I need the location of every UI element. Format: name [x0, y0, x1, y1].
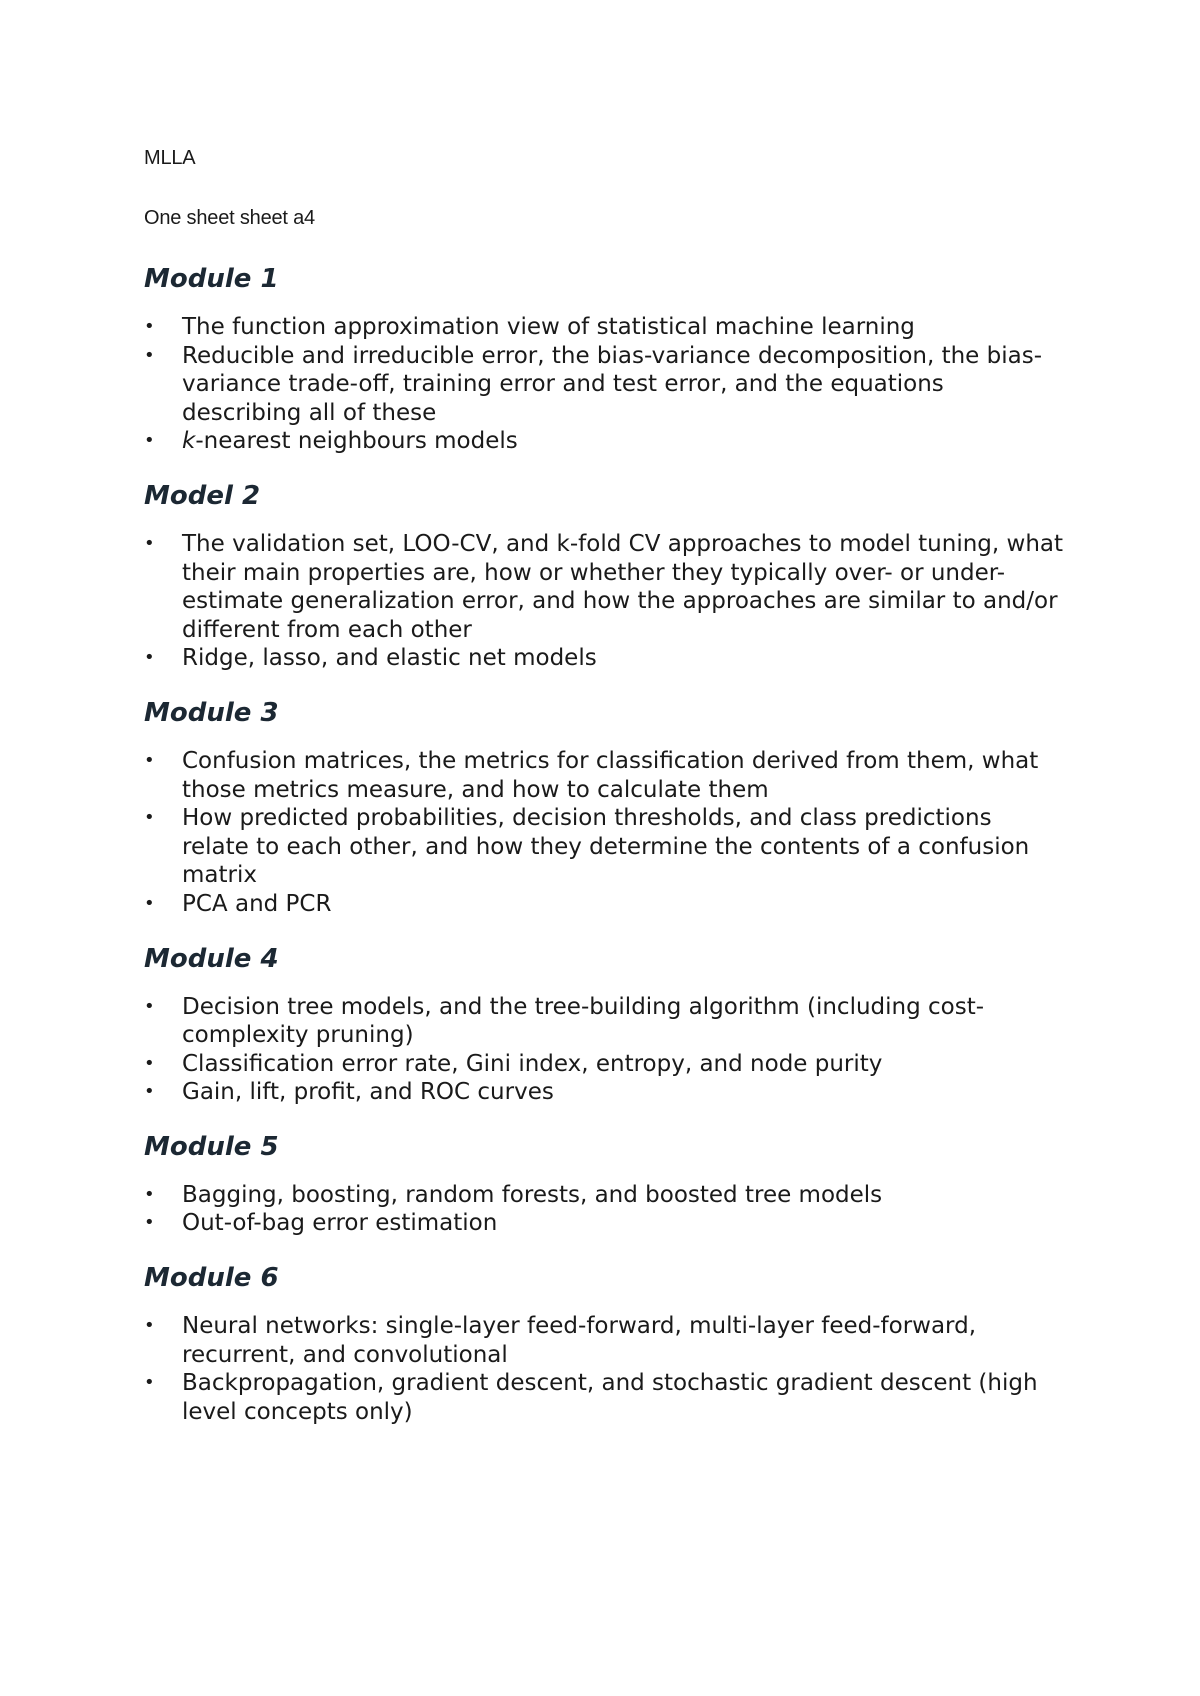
bullet-item	[144, 1078, 1064, 1107]
bullet-item	[144, 644, 1064, 673]
bullet-item	[144, 1312, 1064, 1369]
bullet-text: The validation set, LOO-CV, and k-fold CV approaches to model tuning, what their main properties are, how or whether they typically over- or under-estimate generalization error, and how the approaches are similar to and/or different from each other	[182, 530, 1064, 643]
bullet-icon: •	[144, 316, 155, 337]
bullet-text: Decision tree models, and the tree-building algorithm (including cost-complexity pruning)	[182, 993, 985, 1049]
bullet-text: The function approximation view of statistical machine learning	[182, 314, 915, 340]
bullet-icon: •	[144, 892, 155, 914]
bullet-item	[144, 804, 1064, 890]
bullet-list	[144, 1181, 1064, 1238]
bullet-text: Classification error rate, Gini index, entropy, and node purity	[182, 1050, 883, 1077]
bullet-item	[144, 1050, 1064, 1079]
bullet-text: -nearest neighbours models	[195, 428, 518, 455]
bullet-text: Bagging, boosting, random forests, and boosted tree models	[182, 1181, 883, 1208]
bullet-icon: •	[144, 1183, 155, 1205]
bullet-item	[144, 1209, 1064, 1238]
bullet-icon: •	[144, 430, 155, 452]
bullet-text: Ridge, lasso, and elastic net models	[182, 645, 597, 672]
document-page	[144, 144, 1064, 1449]
bullet-text: Backpropagation, gradient descent, and stochastic gradient descent (high level concepts only)	[182, 1370, 1038, 1425]
bullet-text: How predicted probabilities, decision thresholds, and class predictions relate to each other, and how they determine the contents of a confusion matrix	[182, 805, 1030, 889]
bullet-list	[144, 530, 1064, 673]
bullet-item	[144, 1369, 1064, 1426]
bullet-item	[144, 1181, 1064, 1210]
module-section	[144, 942, 1064, 1107]
module-heading: Module 1	[144, 264, 279, 294]
bullet-item	[144, 530, 1064, 644]
bullet-text: Confusion matrices, the metrics for classification derived from them, what those metrics measure, and how to calculate them	[182, 747, 1039, 803]
module-heading: Module 6	[144, 1263, 279, 1294]
bullet-icon: •	[144, 1052, 155, 1074]
module-heading: Module 3	[144, 697, 279, 728]
bullet-text: Neural networks: single-layer feed-forward, multi-layer feed-forward, recurrent, and convolutional	[182, 1313, 977, 1368]
bullet-text: Out-of-bag error estimation	[182, 1210, 498, 1237]
bullet-text: Reducible and irreducible error, the bias-variance decomposition, the bias-variance trade-off, training error and test error, and the equations describing all of these	[182, 342, 1043, 426]
bullet-item	[144, 747, 1064, 804]
module-section	[144, 1130, 1064, 1238]
bullet-text: PCA and PCR	[182, 890, 332, 917]
document-title: MLLA	[144, 147, 196, 169]
module-heading: Model 2	[144, 480, 261, 511]
document-subtitle: One sheet sheet a4	[144, 207, 315, 229]
bullet-icon: •	[144, 807, 155, 829]
module-section	[144, 479, 1064, 673]
bullet-list	[144, 313, 1064, 456]
bullet-item	[144, 427, 1064, 456]
bullet-list	[144, 1312, 1064, 1426]
bullet-icon: •	[144, 1372, 155, 1394]
bullet-text: Gain, lift, profit, and ROC curves	[182, 1079, 554, 1106]
bullet-item	[144, 313, 1064, 342]
bullet-icon: •	[144, 995, 155, 1017]
bullet-item	[144, 993, 1064, 1050]
module-section	[144, 696, 1064, 919]
bullet-item	[144, 890, 1064, 919]
bullet-icon: •	[144, 1081, 155, 1103]
bullet-text-italic: k	[182, 428, 196, 455]
bullet-icon: •	[144, 1315, 155, 1337]
module-list	[144, 262, 1064, 1426]
bullet-icon: •	[144, 647, 155, 669]
module-heading: Module 4	[144, 943, 279, 974]
bullet-list	[144, 747, 1064, 919]
module-section	[144, 1261, 1064, 1426]
bullet-list	[144, 993, 1064, 1107]
module-heading: Module 5	[144, 1131, 279, 1162]
bullet-icon: •	[144, 749, 155, 771]
bullet-icon: •	[144, 344, 155, 366]
bullet-icon: •	[144, 1212, 155, 1234]
module-section	[144, 262, 1064, 456]
bullet-item	[144, 342, 1064, 428]
bullet-icon: •	[144, 532, 155, 554]
